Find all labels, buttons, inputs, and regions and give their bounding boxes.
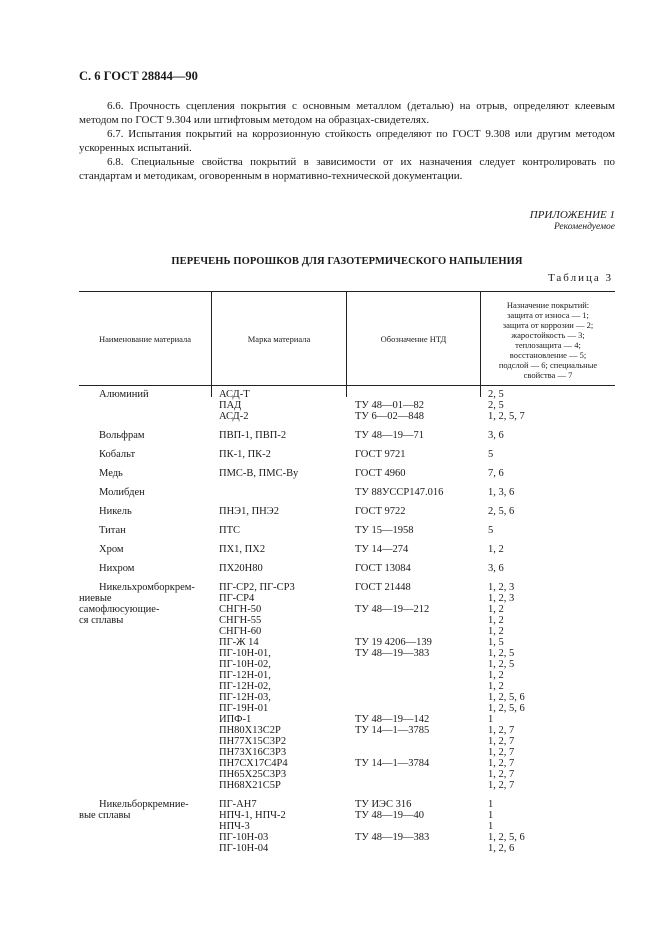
- table-row: [79, 389, 615, 422]
- coating-purpose: 1, 2, 3 1, 2, 3 1, 2 1, 2 1, 2 1, 5 1, 2, 5 1, 2, 5 1, 2 1, 2 1, 2, 5, 6 1, 2, 5, 6 1 1, 2, 7 1, 2, 7 1, 2, 7 1, 2, 7 1, 2, 7 1, 2, 7: [488, 582, 525, 791]
- ntd-designation: ТУ 15—1958: [355, 525, 414, 536]
- table-title: ПЕРЕЧЕНЬ ПОРОШКОВ ДЛЯ ГАЗОТЕРМИЧЕСКОГО НАПЫЛЕНИЯ: [171, 256, 523, 267]
- coating-purpose: 2, 5 2, 5 1, 2, 5, 7: [488, 389, 525, 422]
- appendix-note: Рекомендуемое: [553, 222, 615, 232]
- paragraph-6-6: 6.6. Прочность сцепления покрытия с основным металлом (деталью) на отрыв, определяют клеевым методом по ГОСТ 9.304 или штифтовым методом на образцах-свидетелях.: [79, 100, 615, 126]
- ntd-designation: ГОСТ 21448 ТУ 48—19—212 ТУ 19 4206—139 ТУ 48—19—383 ТУ 48—19—142 ТУ 14—1—3785 ТУ 14—1—3784: [355, 582, 432, 769]
- column-divider: [346, 291, 347, 386]
- page-header: С. 6 ГОСТ 28844—90: [79, 69, 198, 83]
- material-name: Медь: [99, 468, 123, 479]
- ntd-designation: ТУ 14—274: [355, 544, 409, 555]
- column-divider: [211, 291, 212, 386]
- coating-purpose: 3, 6: [488, 563, 504, 574]
- table-body: [79, 389, 615, 862]
- material-grade: ПХ20Н80: [219, 563, 263, 574]
- material-name: Вольфрам: [99, 430, 145, 441]
- table-row: [79, 487, 615, 498]
- coating-purpose: 1 1 1 1, 2, 5, 6 1, 2, 6: [488, 799, 525, 854]
- material-grade: ПТС: [219, 525, 240, 536]
- coating-purpose: 1, 2: [488, 544, 504, 555]
- ntd-designation: ТУ 88УССР147.016: [355, 487, 444, 498]
- material-name: Нихром: [99, 563, 135, 574]
- header-purpose: Назначение покрытий: защита от износа — 1; защита от коррозии — 2; жаростойкость — 3; теплозащита — 4; восстановление — 5; подслой — 6; специальные свойства — 7: [498, 300, 598, 380]
- ntd-designation: ТУ 48—01—82 ТУ 6—02—848: [355, 400, 424, 422]
- coating-purpose: 7, 6: [488, 468, 504, 479]
- material-name: Хром: [99, 544, 124, 555]
- ntd-designation: ТУ 48—19—71: [355, 430, 424, 441]
- header-material-grade: Марка материала: [247, 334, 311, 344]
- material-name: Алюминий: [99, 389, 149, 400]
- coating-purpose: 1, 3, 6: [488, 487, 515, 498]
- material-grade: АСД-Т ПАД АСД-2: [219, 389, 250, 422]
- ntd-designation: ГОСТ 4960: [355, 468, 406, 479]
- column-divider: [480, 291, 481, 386]
- coating-purpose: 5: [488, 449, 494, 460]
- material-grade: ПМС-В, ПМС-Ву: [219, 468, 299, 479]
- table-row: [79, 544, 615, 555]
- appendix-label: ПРИЛОЖЕНИЕ 1: [529, 209, 615, 221]
- table-row: [79, 799, 615, 854]
- coating-purpose: 5: [488, 525, 494, 536]
- paragraph-6-8: 6.8. Специальные свойства покрытий в зависимости от их назначения следует контролировать по стандартам и методикам, оговоренным в нормативно-технической документации.: [79, 156, 615, 182]
- material-grade: ПВП-1, ПВП-2: [219, 430, 287, 441]
- table-header-rule: [79, 385, 615, 386]
- material-name: Никельборкремние- вые сплавы: [79, 799, 189, 821]
- coating-purpose: 2, 5, 6: [488, 506, 515, 517]
- material-grade: ПХ1, ПХ2: [219, 544, 266, 555]
- table-row: [79, 506, 615, 517]
- paragraph-6-7: 6.7. Испытания покрытий на коррозионную стойкость определяют по ГОСТ 9.308 или другим методом ускоренных испытаний.: [79, 128, 615, 154]
- material-name: Титан: [99, 525, 126, 536]
- material-name: Никельхромборкрем- ниевые самофлюсующие- ся сплавы: [79, 582, 195, 626]
- table-top-rule: [79, 291, 615, 292]
- header-material-name: Наименование материала: [98, 334, 192, 344]
- ntd-designation: ГОСТ 13084: [355, 563, 411, 574]
- material-name: Кобальт: [99, 449, 136, 460]
- table-row: [79, 449, 615, 460]
- table-label: Таблица 3: [547, 272, 613, 284]
- table-row: [79, 468, 615, 479]
- material-grade: ПГ-АН7 НПЧ-1, НПЧ-2 НПЧ-3 ПГ-10Н-03 ПГ-10Н-04: [219, 799, 286, 854]
- table-row: [79, 582, 615, 791]
- material-grade: ПНЭ1, ПНЭ2: [219, 506, 279, 517]
- table-row: [79, 430, 615, 441]
- material-grade: ПГ-СР2, ПГ-СР3 ПГ-СР4 СНГН-50 СНГН-55 СНГН-60 ПГ-Ж 14 ПГ-10Н-01, ПГ-10Н-02, ПГ-12Н-01, ПГ-12Н-02, ПГ-12Н-03, ПГ-19Н-01 ИПФ-1 ПН80Х13С2Р ПН77Х15С3Р2 ПН73Х16С3Р3 ПН7СХ17С4Р4 ПН65Х25С3Р3 ПН68Х21С5Р: [219, 582, 295, 791]
- ntd-designation: ГОСТ 9721: [355, 449, 406, 460]
- material-name: Никель: [99, 506, 132, 517]
- material-grade: ПК-1, ПК-2: [219, 449, 271, 460]
- material-name: Молибден: [99, 487, 145, 498]
- table-row: [79, 525, 615, 536]
- table-row: [79, 563, 615, 574]
- ntd-designation: ГОСТ 9722: [355, 506, 406, 517]
- ntd-designation: ТУ ИЭС 316 ТУ 48—19—40 ТУ 48—19—383: [355, 799, 430, 843]
- header-ntd: Обозначение НТД: [380, 334, 447, 344]
- coating-purpose: 3, 6: [488, 430, 504, 441]
